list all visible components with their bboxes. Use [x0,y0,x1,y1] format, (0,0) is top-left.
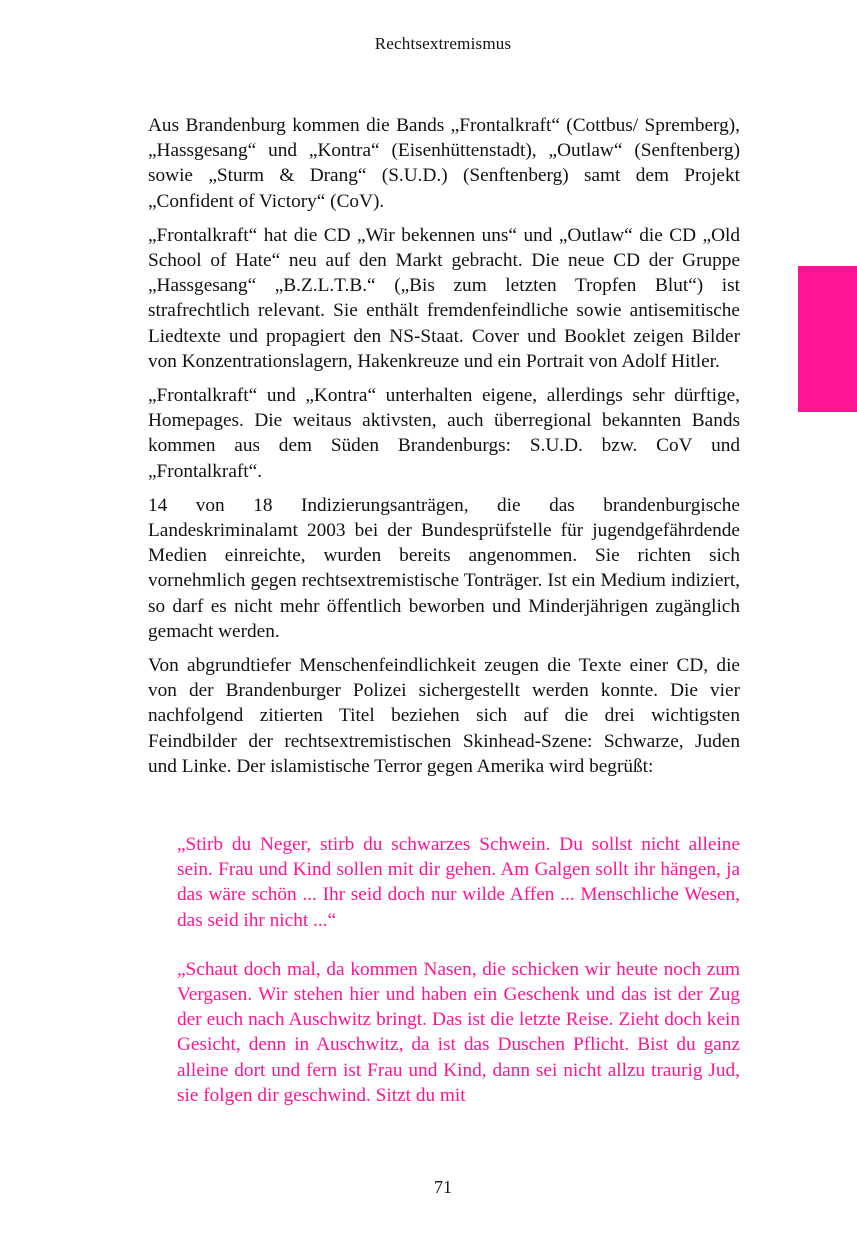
page-number: 71 [434,1177,452,1197]
paragraph-indexing: 14 von 18 Indizierungsanträgen, die das brandenburgische Landeskriminalamt 2003 bei der Bundesprüfstelle für jugendgefährdende Medien einreichte, wurden bereits angenommen. Sie richten sich vornehmlich gegen rechtsextremistische Tonträger. Ist ein Medium indiziert, so darf es nicht mehr öffentlich beworben und Minderjährigen zugänglich gemacht werden. [148,494,740,642]
chapter-color-tab [798,266,857,412]
lyrics-quote: „Schaut doch mal, da kommen Nasen, die schicken wir heute noch zum Vergasen. Wir stehen hier und haben ein Geschenk und das ist der Zug der euch nach Auschwitz bringt. Das ist die letzte Reise. Zieht doch kein Gesicht, denn in Auschwitz, da ist das Duschen Pflicht. Bist du ganz alleine dort und fern ist Frau und Kind, dann sei nicht allzu traurig Jud, sie folgen dir geschwind. Sitzt du mit [177,958,740,1106]
paragraph-bands: Aus Brandenburg kommen die Bands „Frontalkraft“ (Cottbus/ Spremberg), „Hassgesang“ und „Kontra“ (Eisenhüttenstadt), „Outlaw“ (Senftenberg) sowie „Sturm & Drang“ (S.U.D.) (Senftenberg) samt dem Projekt „Confident of Victory“ (CoV). [148,115,740,212]
paragraph-cds: „Frontalkraft“ hat die CD „Wir bekennen uns“ und „Outlaw“ die CD „Old School of Hate“ neu auf den Markt gebracht. Die neue CD der Gruppe „Hassgesang“ „B.Z.L.T.B.“ („Bis zum letzten Tropfen Blut“) ist strafrechtlich relevant. Sie enthält fremdenfeindliche sowie antisemitische Liedtexte und propagiert den NS-Staat. Cover und Booklet zeigen Bilder von Konzentrationslagern, Hakenkreuze und ein Portrait von Adolf Hitler. [148,224,740,372]
lyrics-quote: „Stirb du Neger, stirb du schwarzes Schwein. Du sollst nicht alleine sein. Frau und Kind sollen mit dir gehen. Am Galgen sollt ihr hängen, ja das wäre schön ... Ihr seid doch nur wilde Affen ... Menschliche Wesen, das seid ihr nicht ...“ [177,834,740,931]
body-text [148,113,740,788]
paragraph-homepages: „Frontalkraft“ und „Kontra“ unterhalten eigene, allerdings sehr dürftige, Homepages. Die weitaus aktivsten, auch überregional bekannten Bands kommen aus dem Süden Brandenburgs: S.U.D. bzw. CoV und „Frontalkraft“. [148,385,740,482]
lyrics-quotes [177,832,740,1132]
running-head-title: Rechtsextremismus [374,34,512,53]
paragraph-lyrics-intro: Von abgrundtiefer Menschenfeindlichkeit zeugen die Texte einer CD, die von der Brandenburger Polizei sichergestellt werden konnte. Die vier nachfolgend zitierten Titel beziehen sich auf die drei wichtigsten Feindbilder der rechtsextremistischen Skinhead-Szene: Schwarze, Juden und Linke. Der islamistische Terror gegen Amerika wird begrüßt: [148,655,740,777]
